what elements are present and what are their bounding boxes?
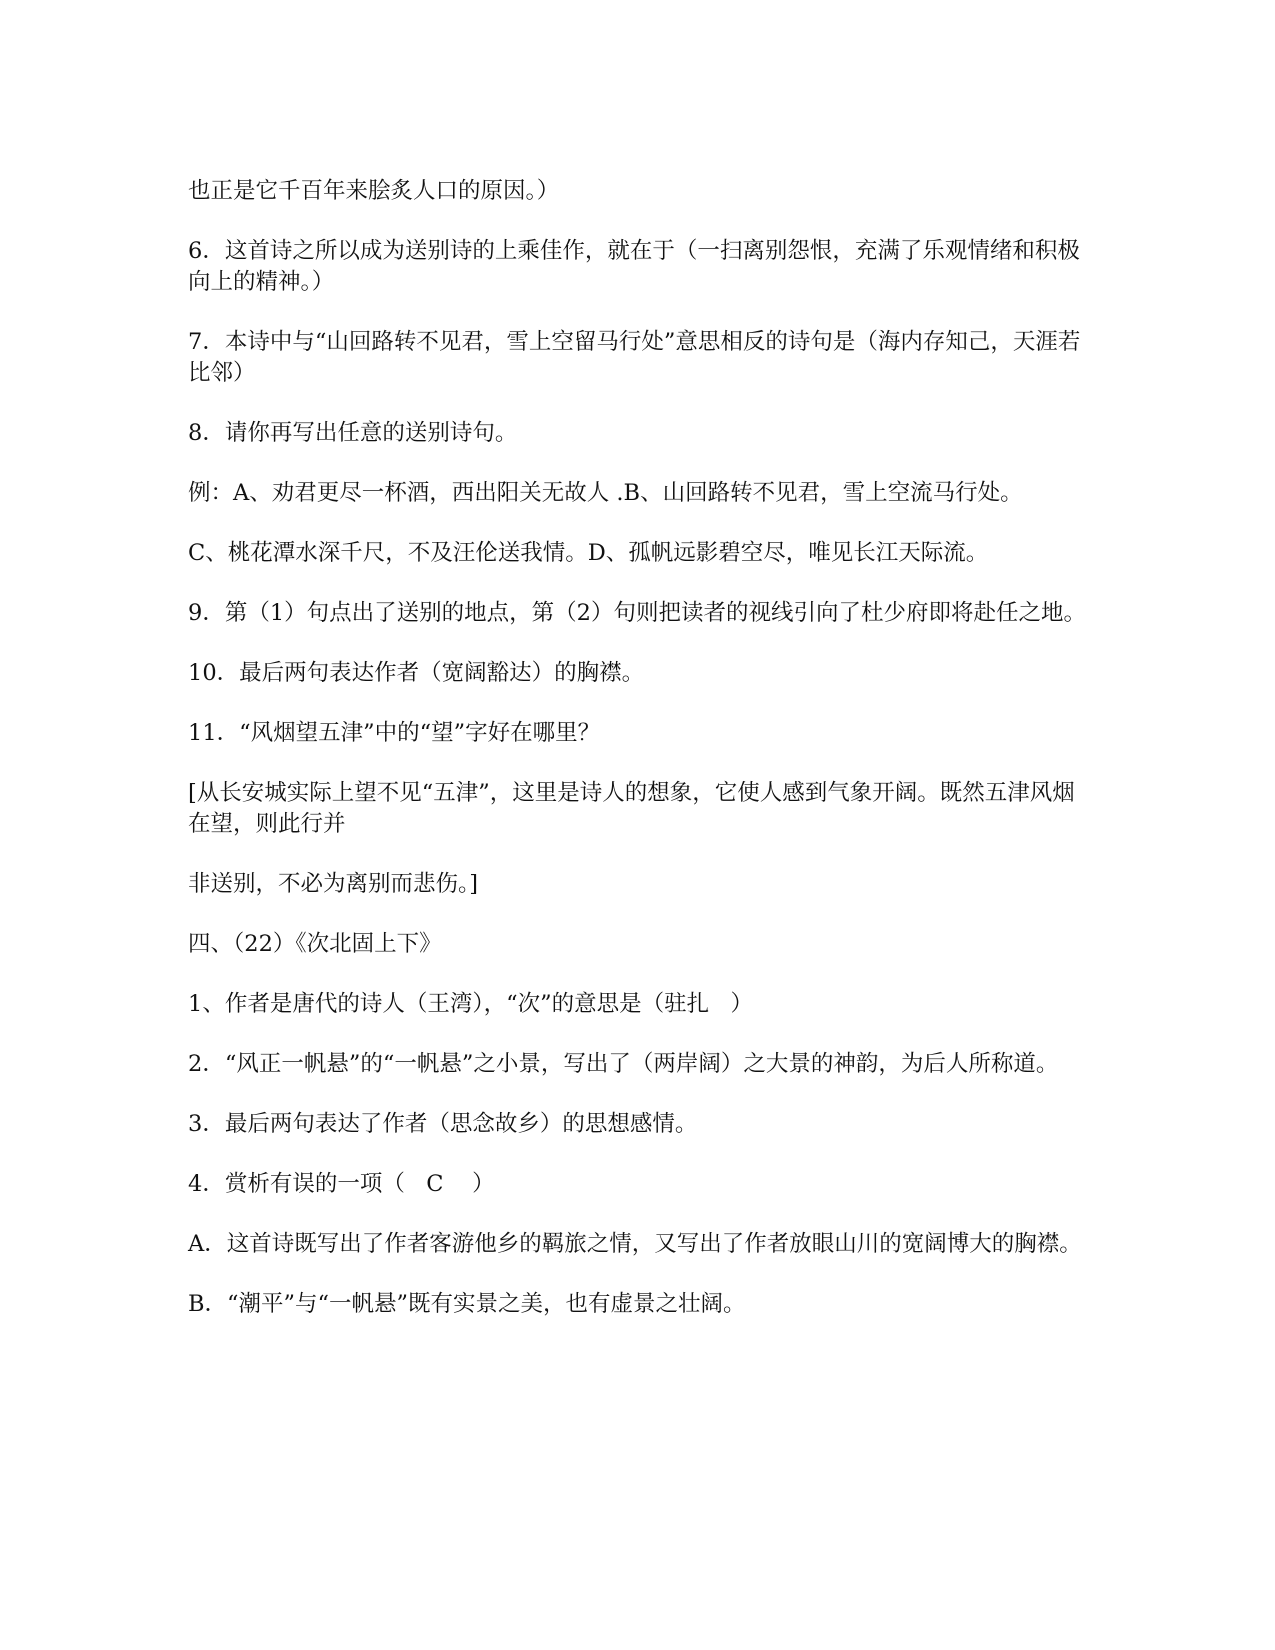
example-lines-ab: 例：A、劝君更尽一杯酒，西出阳关无故人 .B、山回路转不见君，雪上空流马行处。: [188, 480, 1023, 506]
answer-10: 10．最后两句表达作者（宽阔豁达）的胸襟。: [188, 660, 645, 686]
answer-9: 9．第（1）句点出了送别的地点，第（2）句则把读者的视线引向了杜少府即将赴任之地。: [188, 600, 1086, 626]
answer-text-body: [188, 176, 1088, 1349]
paragraph-continuation: 也正是它千百年来脍炙人口的原因。）: [188, 178, 560, 204]
question-8: 8．请你再写出任意的送别诗句。: [188, 420, 518, 446]
question-s4-4: 4．赏析有误的一项（ C ）: [188, 1171, 495, 1197]
answer-s4-1: 1、作者是唐代的诗人（王湾），“次”的意思是（驻扎 ）: [188, 991, 754, 1017]
example-lines-cd: C、桃花潭水深千尺，不及汪伦送我情。D、孤帆远影碧空尽，唯见长江天际流。: [188, 540, 989, 566]
option-a: A．这首诗既写出了作者客游他乡的羁旅之情，又写出了作者放眼山川的宽阔博大的胸襟。: [188, 1231, 1082, 1257]
option-b: B．“潮平”与“一帆悬”既有实景之美，也有虚景之壮阔。: [188, 1291, 746, 1317]
answer-6: 6．这首诗之所以成为送别诗的上乘佳作，就在于（一扫离别怨恨，充满了乐观情绪和积极向上的精神。）: [188, 238, 1080, 295]
answer-11-part-1: [从长安城实际上望不见“五津”，这里是诗人的想象，它使人感到气象开阔。既然五津风烟在望，则此行并: [188, 780, 1075, 837]
section-heading: 四、（22）《次北固上下》: [188, 931, 442, 957]
answer-s4-2: 2．“风正一帆悬”的“一帆悬”之小景，写出了（两岸阔）之大景的神韵，为后人所称道。: [188, 1051, 1059, 1077]
answer-7: 7．本诗中与“山回路转不见君，雪上空留马行处”意思相反的诗句是（海内存知己，天涯若比邻）: [188, 329, 1081, 386]
answer-11-part-2: 非送别，不必为离别而悲伤。]: [188, 871, 479, 897]
question-11: 11．“风烟望五津”中的“望”字好在哪里？: [188, 720, 601, 746]
answer-s4-3: 3．最后两句表达了作者（思念故乡）的思想感情。: [188, 1111, 698, 1137]
